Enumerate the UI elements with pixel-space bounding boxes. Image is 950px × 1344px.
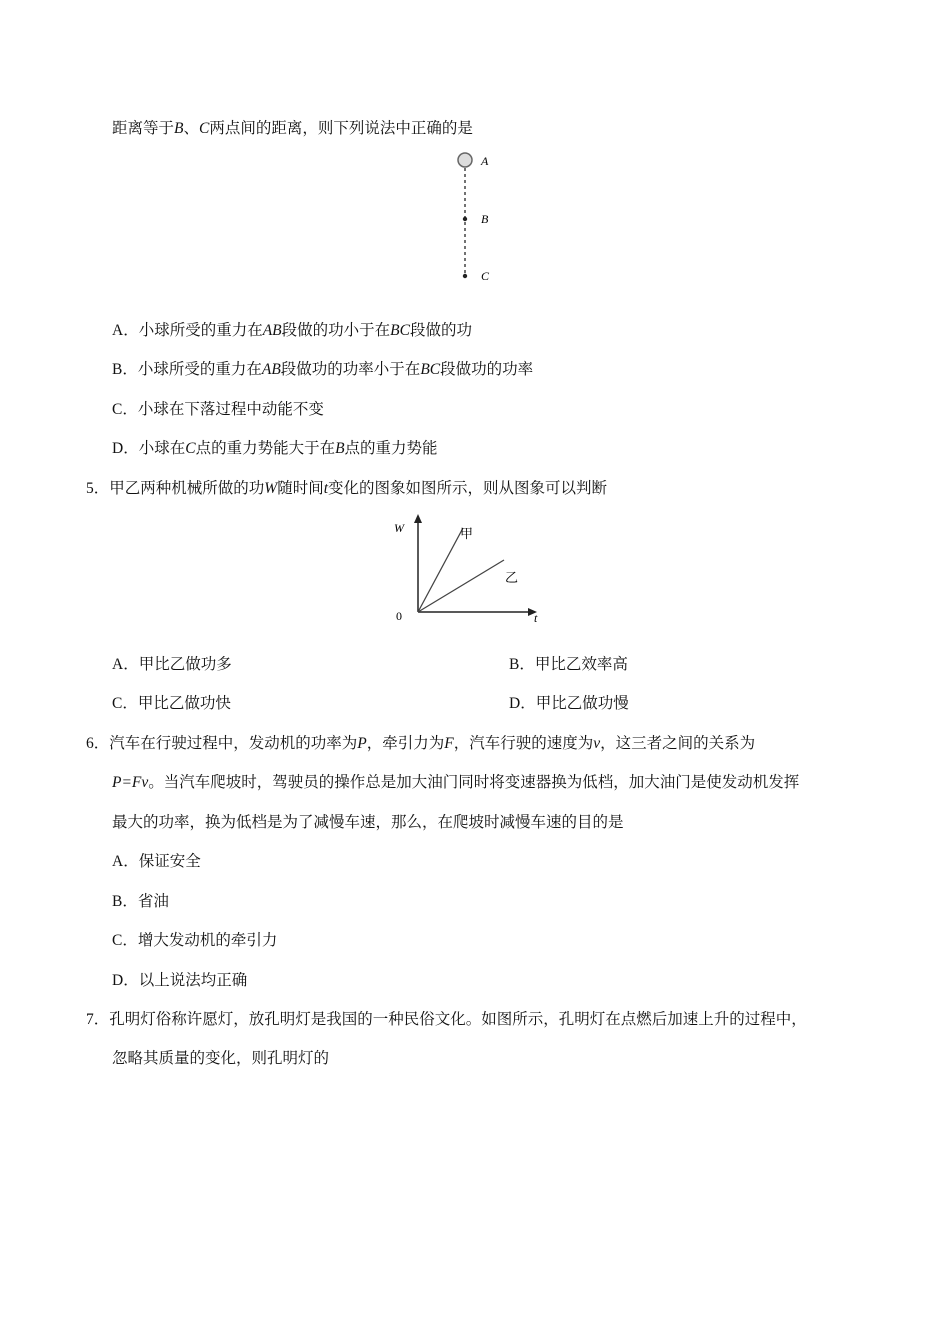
q6-stem-line3: 最大的功率，换为低档是为了减慢车速，那么，在爬坡时减慢车速的目的是 xyxy=(112,813,624,831)
q6-option-c: C．增大发动机的牵引力 xyxy=(112,931,278,949)
line-jia xyxy=(418,528,463,612)
q5-option-c: C．甲比乙做功快 xyxy=(112,694,231,712)
work-time-graph xyxy=(388,510,548,630)
q4-stem: 距离等于B、C两点间的距离，则下列说法中正确的是 xyxy=(112,119,473,137)
origin-label: 0 xyxy=(396,609,402,623)
q7-stem-line1: 7．孔明灯俗称许愿灯，放孔明灯是我国的一种民俗文化。如图所示，孔明灯在点燃后加速上升的过程中， xyxy=(86,1010,807,1028)
x-axis-label: t xyxy=(534,611,538,625)
label-b: B xyxy=(481,212,489,226)
q6-stem-line2: P=Fv。当汽车爬坡时，驾驶员的操作总是加大油门同时将变速器换为低档，加大油门是使发动机发挥 xyxy=(112,773,800,791)
point-b xyxy=(463,217,467,221)
q5-stem: 5．甲乙两种机械所做的功W随时间t变化的图象如图所示，则从图象可以判断 xyxy=(86,479,608,497)
q5-option-b: B．甲比乙效率高 xyxy=(509,655,628,673)
label-jia: 甲 xyxy=(460,526,474,541)
line-yi xyxy=(418,560,504,612)
q4-option-c: C．小球在下落过程中动能不变 xyxy=(112,400,324,418)
point-c xyxy=(463,274,467,278)
q6-stem-line1: 6．汽车在行驶过程中，发动机的功率为P，牵引力为F，汽车行驶的速度为v，这三者之间的关系为 xyxy=(86,734,756,752)
y-axis-label: W xyxy=(394,521,404,535)
q7-stem-line2: 忽略其质量的变化，则孔明灯的 xyxy=(112,1049,330,1067)
label-c: C xyxy=(481,269,490,283)
label-a: A xyxy=(481,154,489,168)
q4-option-d: D．小球在C点的重力势能大于在B点的重力势能 xyxy=(112,439,438,457)
label-yi: 乙 xyxy=(505,570,519,585)
ball-a xyxy=(458,153,472,167)
q5-option-d: D．甲比乙做功慢 xyxy=(509,694,629,712)
q6-option-d: D．以上说法均正确 xyxy=(112,971,248,989)
q6-option-a: A．保证安全 xyxy=(112,852,201,870)
y-axis-arrow xyxy=(414,514,422,523)
q4-option-b: B．小球所受的重力在AB段做功的功率小于在BC段做功的功率 xyxy=(112,360,534,378)
q5-option-a: A．甲比乙做功多 xyxy=(112,655,232,673)
falling-ball-figure xyxy=(450,148,500,288)
q6-option-b: B．省油 xyxy=(112,892,169,910)
q4-option-a: A．小球所受的重力在AB段做的功小于在BC段做的功 xyxy=(112,321,472,339)
